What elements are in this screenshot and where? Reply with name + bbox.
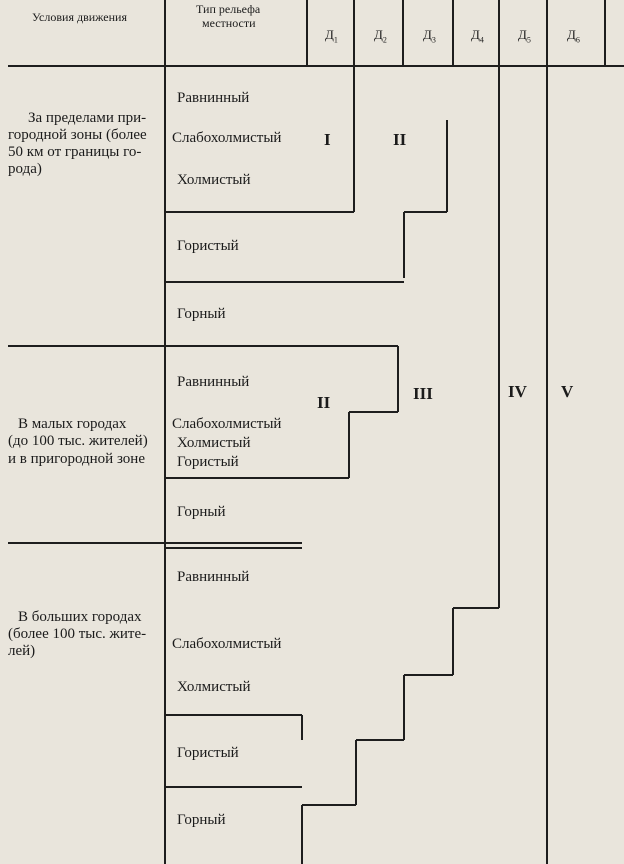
section-1-terrain-highland: Гористый (177, 238, 239, 254)
section-1-condition-line-4: рода) (8, 161, 42, 177)
header-d6: $Д_6$ (567, 27, 580, 45)
section-2-condition-line-1: В малых городах (18, 416, 127, 432)
header-d4: $Д_4$ (471, 27, 484, 45)
header-d3: $Д_3$ (423, 27, 436, 45)
section-1-terrain-slightly-hilly: Слабохолмистый (172, 130, 282, 146)
category-II-upper: II (393, 130, 407, 149)
header-d5: $Д_5$ (518, 27, 531, 45)
category-I: I (324, 130, 331, 149)
category-III: III (413, 384, 433, 403)
section-2-terrain-slightly-hilly: Слабохолмистый (172, 416, 282, 432)
section-3-condition-line-3: лей) (8, 643, 36, 659)
header-d1: $Д_1$ (325, 27, 338, 45)
section-1-condition-line-2: городной зоны (более (8, 127, 147, 143)
section-3-condition-line-1: В больших городах (18, 609, 142, 625)
section-1-terrain-hilly: Холмистый (177, 172, 251, 188)
section-2-terrain-hilly: Холмистый (177, 435, 251, 451)
section-2-terrain-highland: Гористый (177, 454, 239, 470)
section-3-terrain-slightly-hilly: Слабохолмистый (172, 636, 282, 652)
category-II-lower: II (317, 393, 331, 412)
header-terrain-line2: местности (202, 16, 256, 30)
section-1-terrain-mountain: Горный (177, 306, 226, 322)
section-3-terrain-mountain: Горный (177, 812, 226, 828)
header-terrain-line1: Тип рельефа (196, 2, 261, 16)
section-1-condition-line-1: За пределами при- (28, 110, 147, 126)
section-1-terrain-flat: Равнинный (177, 90, 250, 106)
category-IV: IV (508, 382, 527, 401)
header-conditions: Условия движения (32, 10, 127, 24)
category-V: V (561, 382, 574, 401)
section-1-condition-line-3: 50 км от границы го- (8, 144, 142, 160)
section-3-terrain-flat: Равнинный (177, 569, 250, 585)
section-3-terrain-hilly: Холмистый (177, 679, 251, 695)
section-3-condition-line-2: (более 100 тыс. жите- (8, 626, 147, 642)
header-d2: $Д_2$ (374, 27, 387, 45)
section-2-terrain-mountain: Горный (177, 504, 226, 520)
section-2-condition-line-3: и в пригородной зоне (8, 451, 145, 467)
section-3-terrain-highland: Гористый (177, 745, 239, 761)
section-2-terrain-flat: Равнинный (177, 374, 250, 390)
section-2-condition-line-2: (до 100 тыс. жителей) (8, 433, 148, 449)
